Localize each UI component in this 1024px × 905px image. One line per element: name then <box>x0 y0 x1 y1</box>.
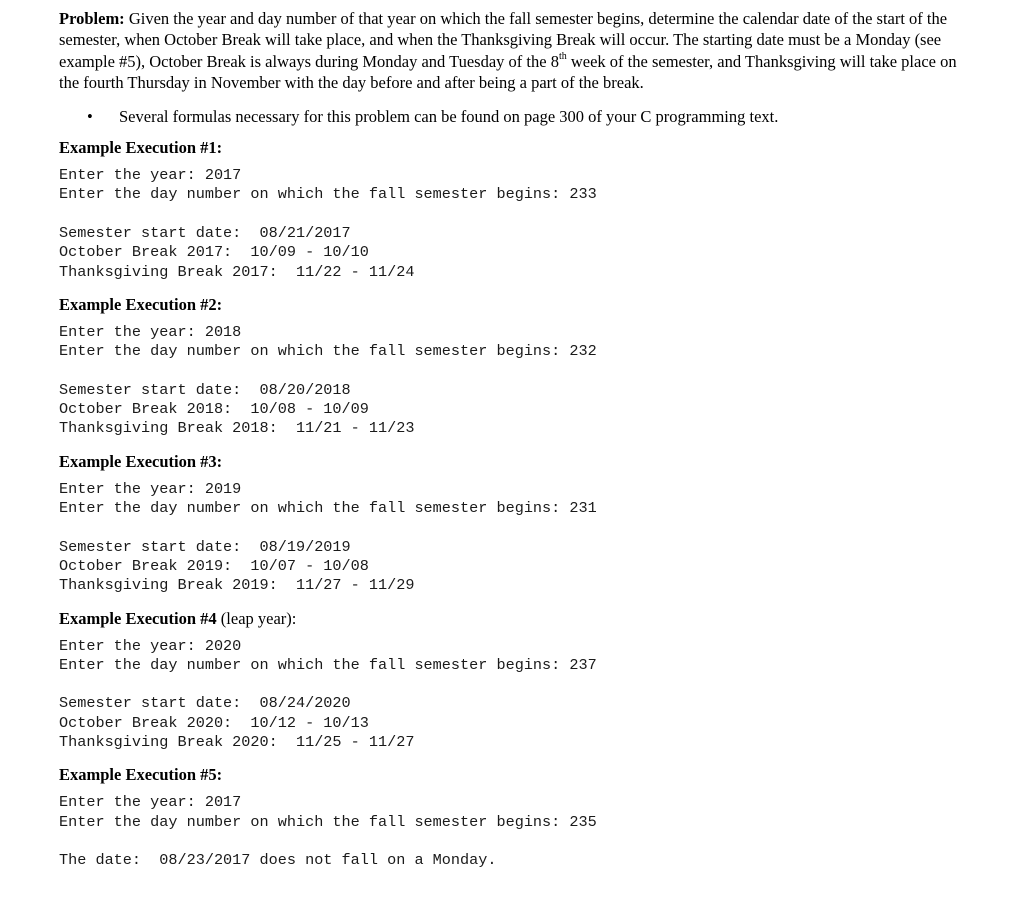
problem-text-part2: week of the semester, and Thanksgiving will take place on the fourth Thursday in November with the day before and after being a part of the break. <box>59 51 957 92</box>
console-input <box>59 637 964 676</box>
example-heading: Example Execution #4 (leap year): <box>59 608 297 628</box>
console-line: Thanksgiving Break 2020: 11/25 - 11/27 <box>59 733 415 752</box>
ordinal-superscript: th <box>558 51 567 63</box>
console-line: Enter the year: 2017 <box>59 793 242 812</box>
example-3 <box>59 451 964 596</box>
console-output <box>59 694 964 752</box>
console-output <box>59 381 964 439</box>
document-page <box>59 8 964 871</box>
example-heading: Example Execution #3: <box>59 451 223 471</box>
example-heading: Example Execution #2: <box>59 294 223 314</box>
example-4 <box>59 608 964 753</box>
console-line: Enter the day number on which the fall semester begins: 231 <box>59 499 597 518</box>
console-line: Enter the year: 2018 <box>59 322 242 341</box>
hint-bullet <box>59 106 964 127</box>
console-line: Thanksgiving Break 2019: 11/27 - 11/29 <box>59 576 415 595</box>
problem-label: Problem: <box>59 9 125 28</box>
console-line: October Break 2018: 10/08 - 10/09 <box>59 400 369 419</box>
console-line: Semester start date: 08/24/2020 <box>59 694 351 713</box>
example-1 <box>59 137 964 282</box>
console-output <box>59 538 964 596</box>
console-line: Enter the day number on which the fall semester begins: 235 <box>59 812 597 831</box>
problem-statement <box>59 8 964 93</box>
console-line: October Break 2019: 10/07 - 10/08 <box>59 556 369 575</box>
console-line: Enter the day number on which the fall semester begins: 232 <box>59 342 597 361</box>
console-line: Semester start date: 08/20/2018 <box>59 380 351 399</box>
console-line: Thanksgiving Break 2018: 11/21 - 11/23 <box>59 419 415 438</box>
console-line: Enter the year: 2020 <box>59 636 242 655</box>
console-line: Thanksgiving Break 2017: 11/22 - 11/24 <box>59 262 415 281</box>
problem-text-part1: Given the year and day number of that year on which the fall semester begins, determine the calendar date of the start of the semester, when October Break will take place, and when the Thanksgiving Break will occur. The starting date must be a Monday (see example #5), October Break is always during Monday and Tuesday of the 8 <box>59 9 948 71</box>
example-heading: Example Execution #1: <box>59 138 223 158</box>
console-line: Semester start date: 08/21/2017 <box>59 224 351 243</box>
bullet-icon: • <box>87 107 93 127</box>
console-input <box>59 323 964 362</box>
hint-text: Several formulas necessary for this problem can be found on page 300 of your C programming text. <box>119 107 779 127</box>
console-output <box>59 224 964 282</box>
console-line: Enter the day number on which the fall semester begins: 233 <box>59 185 597 204</box>
console-input <box>59 793 964 832</box>
console-line: Enter the day number on which the fall semester begins: 237 <box>59 655 597 674</box>
example-5 <box>59 764 964 870</box>
example-2 <box>59 294 964 439</box>
console-line: Enter the year: 2019 <box>59 479 242 498</box>
console-line: Semester start date: 08/19/2019 <box>59 537 351 556</box>
console-output <box>59 851 964 870</box>
console-input <box>59 166 964 205</box>
console-line: October Break 2017: 10/09 - 10/10 <box>59 243 369 262</box>
console-line: October Break 2020: 10/12 - 10/13 <box>59 713 369 732</box>
console-input <box>59 480 964 519</box>
example-heading: Example Execution #5: <box>59 765 223 785</box>
console-line: The date: 08/23/2017 does not fall on a Monday. <box>59 851 497 870</box>
console-line: Enter the year: 2017 <box>59 166 242 185</box>
